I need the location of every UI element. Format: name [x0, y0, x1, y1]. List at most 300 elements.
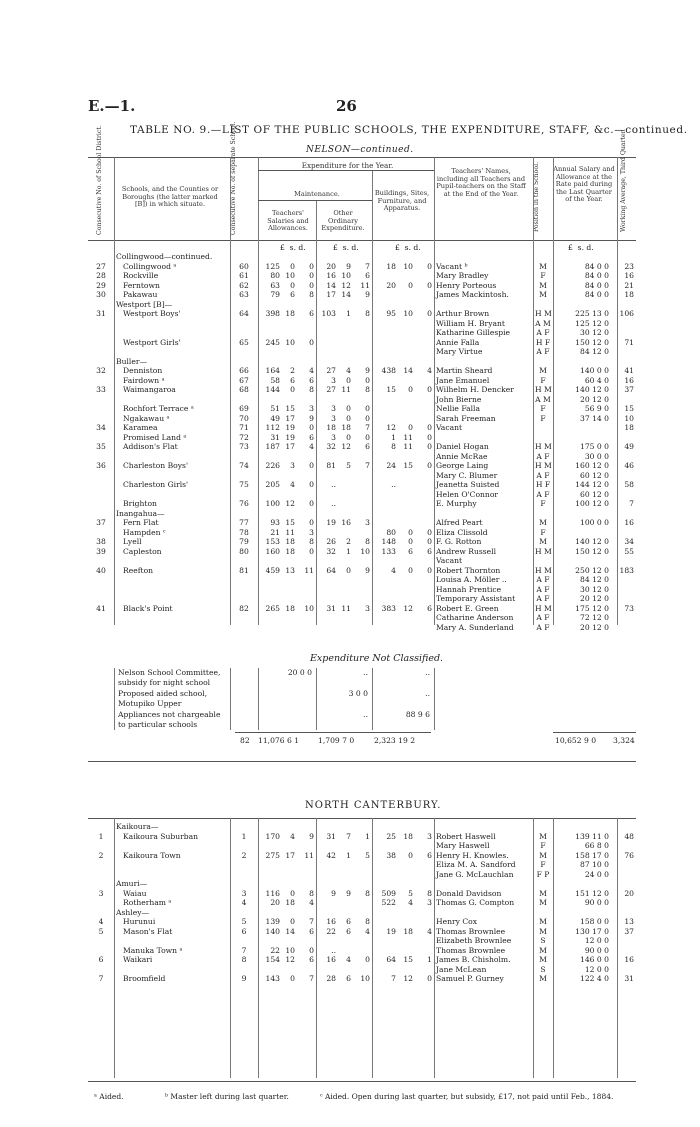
- table-cell: [415, 300, 434, 310]
- table-cell: [617, 585, 636, 595]
- table-cell: [258, 319, 282, 329]
- table-cell: [230, 490, 258, 500]
- table-cell: 11: [360, 280, 370, 290]
- table-cell: 10: [304, 603, 314, 613]
- table-cell: [415, 575, 434, 585]
- table-cell: 139: [265, 917, 280, 926]
- table-cell: [282, 860, 297, 870]
- table-cell: 0: [309, 499, 314, 508]
- table-cell: [258, 623, 282, 633]
- table-cell: [617, 319, 636, 329]
- table-cell: [88, 860, 114, 870]
- table-cell: 4: [309, 442, 314, 451]
- table-cell: [258, 490, 282, 500]
- table-cell: 1: [365, 831, 370, 841]
- table-cell: 30 12 0: [580, 584, 609, 594]
- total-attendance: 3,324: [613, 736, 635, 745]
- table-cell: [88, 252, 114, 262]
- table-cell: [316, 594, 338, 604]
- table-cell: [338, 898, 353, 908]
- table-row: [88, 262, 636, 272]
- currency-header-buildings: £ s. d.: [395, 243, 421, 252]
- table-cell: [353, 870, 372, 880]
- table-cell: Capleston: [123, 546, 162, 556]
- header-school-no: Consecutive No. of separate School.: [230, 121, 237, 235]
- table-cell: 84 0 0: [584, 290, 609, 299]
- table-cell: 6: [365, 271, 370, 280]
- table-cell: [372, 623, 398, 633]
- table-cell: 31: [96, 309, 106, 318]
- table-cell: 0: [309, 280, 314, 290]
- table-cell: [258, 860, 282, 870]
- table-cell: 6: [309, 309, 314, 318]
- table-cell: [230, 347, 258, 357]
- table-cell: [282, 319, 297, 329]
- table-cell: [533, 300, 553, 310]
- table-cell: Manuka Town ᵃ: [123, 945, 183, 955]
- table-cell: [258, 585, 282, 595]
- table-cell: [338, 594, 353, 604]
- table-cell: 125 12 0: [575, 318, 609, 328]
- table-cell: [353, 594, 372, 604]
- table-cell: [297, 490, 316, 500]
- table-cell: 6: [346, 926, 351, 936]
- table-cell: 13: [285, 565, 295, 575]
- table-cell: Waikari: [123, 955, 153, 964]
- table-cell: 0: [408, 385, 413, 394]
- table-cell: 11: [341, 385, 351, 394]
- table-cell: 133: [381, 546, 396, 556]
- table-cell: [258, 357, 282, 367]
- table-cell: 20: [270, 898, 280, 907]
- table-cell: Thomas G. Compton: [436, 898, 515, 907]
- table-cell: [553, 528, 611, 538]
- table-row: [88, 309, 636, 319]
- table-cell: [415, 936, 434, 946]
- table-cell: [114, 594, 230, 604]
- table-row: [88, 547, 636, 557]
- table-cell: 0: [346, 375, 351, 385]
- table-cell: [372, 822, 398, 832]
- table-cell: 42: [326, 850, 336, 860]
- table-row: [88, 604, 636, 614]
- table-cell: [297, 252, 316, 262]
- table-cell: 6: [309, 375, 314, 385]
- table-cell: [88, 499, 114, 509]
- table-cell: Mary A. Sunderland: [436, 622, 514, 632]
- table-cell: 46: [624, 461, 634, 470]
- table-cell: Elizabeth Brownlee: [436, 936, 512, 945]
- table-cell: [88, 585, 114, 595]
- table-cell: A F: [536, 584, 550, 594]
- table-cell: 22: [326, 926, 336, 936]
- table-cell: [88, 509, 114, 519]
- table-cell: [316, 860, 338, 870]
- table-cell: [617, 433, 636, 443]
- table-cell: [88, 480, 114, 490]
- table-cell: 0: [408, 527, 413, 537]
- unclassified-teachers: 20 0 0: [287, 668, 312, 677]
- table-cell: ..: [391, 480, 396, 489]
- table-cell: [316, 613, 338, 623]
- table-cell: [88, 347, 114, 357]
- table-cell: [114, 870, 230, 880]
- table-cell: Jane Emanuel: [436, 375, 490, 385]
- table-cell: [88, 575, 114, 585]
- table-cell: Robert Haswell: [436, 831, 496, 841]
- table-cell: 398: [265, 309, 280, 318]
- table-cell: 0: [346, 404, 351, 413]
- table-cell: [617, 395, 636, 405]
- table-cell: 7: [629, 499, 634, 508]
- table-cell: Mary Haswell: [436, 841, 490, 850]
- table-cell: 31: [326, 831, 336, 841]
- header-maintenance: Maintenance.: [294, 190, 340, 198]
- table-cell: [415, 471, 434, 481]
- table-cell: 122 4 0: [580, 974, 609, 983]
- table-cell: [617, 860, 636, 870]
- table-cell: 140: [265, 926, 280, 936]
- table-cell: 7: [365, 261, 370, 271]
- table-cell: M: [539, 974, 547, 983]
- table-cell: [372, 841, 398, 851]
- table-cell: [533, 879, 553, 889]
- table-cell: 140 12 0: [575, 537, 609, 546]
- table-cell: Catharine Anderson: [436, 613, 514, 622]
- table-cell: [258, 613, 282, 623]
- table-cell: 55: [624, 546, 634, 556]
- table-cell: Alfred Peart: [436, 518, 483, 527]
- table-cell: 12 0 0: [584, 964, 609, 974]
- table-cell: 30 12 0: [580, 328, 609, 337]
- table-cell: [372, 271, 398, 281]
- table-cell: 80: [386, 527, 396, 537]
- table-cell: 1: [391, 432, 396, 442]
- table-cell: 459: [265, 565, 280, 575]
- table-cell: A F: [536, 347, 550, 356]
- table-row: [88, 623, 636, 633]
- table-cell: [372, 357, 398, 367]
- table-cell: 29: [96, 280, 106, 290]
- table-row: [88, 908, 636, 918]
- table-cell: [353, 252, 372, 262]
- header-position: Position in the School.: [533, 161, 540, 232]
- table-cell: [372, 594, 398, 604]
- table-cell: Jeanetta Suisted: [436, 480, 500, 489]
- table-cell: F: [540, 404, 546, 413]
- table-cell: 61: [239, 271, 249, 280]
- table-cell: 8: [391, 442, 396, 451]
- table-cell: [297, 319, 316, 329]
- table-cell: 0: [427, 527, 432, 537]
- table-cell: [297, 471, 316, 481]
- table-cell: 9: [346, 888, 351, 898]
- table-cell: F: [540, 499, 546, 508]
- footnote-c: ᶜ Aided. Open during last quarter, but subsidy, £17, not paid until Feb., 1884.: [320, 1092, 614, 1101]
- table-cell: [338, 908, 353, 918]
- table-cell: [398, 822, 415, 832]
- table-cell: [415, 613, 434, 623]
- table-row: [88, 499, 636, 509]
- table-cell: [553, 509, 611, 519]
- table-cell: [230, 870, 258, 880]
- table-cell: A M: [535, 318, 551, 328]
- table-cell: [297, 613, 316, 623]
- table-cell: 8: [427, 888, 432, 898]
- table-cell: [230, 357, 258, 367]
- table-cell: 9: [346, 261, 351, 271]
- table-cell: 15: [285, 518, 295, 527]
- table-row: [88, 585, 636, 595]
- table-cell: M: [539, 537, 547, 546]
- table-cell: [338, 452, 353, 462]
- table-row: [88, 414, 636, 424]
- table-cell: [297, 908, 316, 918]
- table-cell: [88, 870, 114, 880]
- footnote-b: ᵇ Master left during last quarter.: [165, 1092, 289, 1101]
- table-cell: 158 17 0: [575, 850, 609, 860]
- table-cell: [372, 499, 398, 509]
- table-cell: 0: [365, 375, 370, 385]
- table-row: [88, 271, 636, 281]
- table-cell: [316, 623, 338, 633]
- table-cell: 12: [285, 499, 295, 508]
- table-row: [88, 889, 636, 899]
- table-cell: [372, 376, 398, 386]
- table-cell: [297, 822, 316, 832]
- table-cell: [282, 357, 297, 367]
- table-cell: George Laing: [436, 461, 489, 470]
- table-cell: [88, 471, 114, 481]
- table-cell: 160: [265, 546, 280, 556]
- total-buildings: 2,323 19 2: [374, 736, 416, 745]
- table-cell: 3: [309, 527, 314, 537]
- table-cell: [398, 860, 415, 870]
- table-cell: 18: [285, 546, 295, 556]
- table-cell: [282, 613, 297, 623]
- table-cell: F: [540, 413, 546, 423]
- table-cell: [372, 908, 398, 918]
- table-cell: Buller—: [116, 356, 148, 366]
- table-cell: 15: [285, 404, 295, 413]
- page-id: E.—1.: [88, 97, 136, 115]
- table-cell: 265: [265, 603, 280, 613]
- table-cell: 8: [309, 385, 314, 394]
- table-cell: [316, 319, 338, 329]
- table-cell: [372, 300, 398, 310]
- table-cell: [533, 822, 553, 832]
- table-cell: Kaikoura Town: [123, 850, 181, 860]
- table-cell: [230, 613, 258, 623]
- table-cell: Black's Point: [123, 603, 173, 613]
- table-cell: 4: [408, 898, 413, 907]
- table-cell: 73: [239, 442, 249, 451]
- table-cell: H M: [535, 546, 552, 556]
- table-cell: 60 4 0: [584, 375, 609, 385]
- table-cell: [372, 613, 398, 623]
- table-cell: [88, 338, 114, 348]
- table-cell: 4: [365, 926, 370, 936]
- table-cell: 21: [270, 527, 280, 537]
- table-cell: 17: [285, 442, 295, 451]
- table-cell: 0: [290, 888, 295, 898]
- table-row: [88, 974, 636, 984]
- table-cell: [114, 556, 230, 566]
- table-cell: 9: [365, 565, 370, 575]
- table-cell: [88, 613, 114, 623]
- table-cell: 19: [326, 518, 336, 527]
- table-cell: 95: [386, 309, 396, 318]
- table-cell: 1: [98, 831, 104, 841]
- table-cell: 14: [341, 290, 351, 299]
- table-cell: 17: [285, 413, 295, 423]
- table-cell: 4: [290, 831, 295, 841]
- table-cell: 7: [98, 974, 104, 983]
- table-cell: 28: [326, 974, 336, 983]
- table-row: [88, 452, 636, 462]
- table-cell: [282, 395, 297, 405]
- table-cell: 0: [309, 480, 314, 489]
- table-cell: [258, 328, 282, 338]
- table-row: [88, 433, 636, 443]
- table-cell: Rockville: [123, 271, 159, 280]
- table-cell: 100: [265, 499, 280, 508]
- table-cell: [297, 452, 316, 462]
- table-cell: 0: [408, 423, 413, 432]
- table-cell: 9: [331, 888, 336, 898]
- table-cell: A F: [536, 470, 550, 480]
- table-cell: [617, 613, 636, 623]
- table-cell: [617, 347, 636, 357]
- table-cell: [297, 347, 316, 357]
- table-cell: 140 12 0: [575, 385, 609, 394]
- table-cell: [415, 452, 434, 462]
- table-cell: 20: [386, 280, 396, 290]
- table-cell: [282, 623, 297, 633]
- table-cell: [316, 870, 338, 880]
- table-cell: [533, 252, 553, 262]
- table-cell: [88, 414, 114, 424]
- table-cell: [415, 338, 434, 348]
- table-cell: 4: [98, 917, 104, 926]
- table-cell: [553, 908, 611, 918]
- table-cell: 183: [619, 565, 634, 575]
- table-cell: [533, 509, 553, 519]
- table-cell: 8: [309, 290, 314, 299]
- table-cell: Denniston: [123, 366, 163, 375]
- table-cell: 16: [624, 518, 634, 527]
- table-cell: [398, 623, 415, 633]
- table-cell: [282, 879, 297, 889]
- table-cell: William H. Bryant: [436, 318, 505, 328]
- table-cell: 63: [239, 290, 249, 299]
- table-cell: 87 10 0: [580, 860, 609, 869]
- table-cell: [372, 471, 398, 481]
- table-row: [88, 404, 636, 414]
- table-cell: S: [540, 936, 546, 945]
- table-cell: 14: [326, 280, 336, 290]
- table-cell: 0: [427, 280, 432, 290]
- table-cell: 144 12 0: [575, 480, 609, 489]
- table-cell: [398, 575, 415, 585]
- unclassified-buildings: 88 9 6: [405, 710, 430, 719]
- table-cell: H M: [535, 603, 552, 613]
- table-cell: M: [539, 955, 547, 964]
- table-cell: [297, 585, 316, 595]
- table-cell: [617, 575, 636, 585]
- header-other-expenditure: Other Ordinary Expenditure.: [321, 209, 365, 232]
- table-cell: M: [539, 518, 547, 527]
- table-cell: F P: [536, 869, 550, 879]
- table-cell: H M: [535, 565, 552, 575]
- table-cell: [316, 338, 338, 348]
- table-cell: 71: [624, 337, 634, 347]
- table-cell: 150 12 0: [575, 337, 609, 347]
- table-cell: 68: [239, 385, 249, 394]
- table-cell: [258, 936, 282, 946]
- table-row: [88, 851, 636, 861]
- table-cell: 16: [326, 955, 336, 964]
- currency-header-other: £ s. d.: [333, 243, 359, 252]
- table-row: [88, 442, 636, 452]
- table-cell: 7: [391, 974, 396, 983]
- table-cell: M: [539, 280, 547, 290]
- table-cell: [415, 509, 434, 519]
- table-cell: 90 0 0: [584, 945, 609, 955]
- table-cell: 275: [265, 850, 280, 860]
- table-cell: 18: [624, 290, 634, 299]
- table-cell: Nellie Falla: [436, 404, 480, 413]
- table-cell: 19: [285, 423, 295, 432]
- table-cell: Annie McRae: [436, 451, 488, 461]
- table-cell: [88, 822, 114, 832]
- table-cell: 6: [241, 926, 247, 936]
- header-district-no: Consecutive No. of School District.: [96, 125, 103, 235]
- table-cell: [415, 376, 434, 386]
- table-cell: 0: [427, 442, 432, 451]
- table-cell: [415, 917, 434, 927]
- table-cell: [353, 908, 372, 918]
- table-cell: [297, 594, 316, 604]
- total-teachers: 11,076 6 1: [258, 736, 300, 745]
- table-cell: [415, 357, 434, 367]
- table-cell: H M: [535, 385, 552, 394]
- table-cell: 0: [309, 261, 314, 271]
- table-cell: [338, 841, 353, 851]
- table-cell: [434, 357, 533, 367]
- table-cell: [353, 528, 372, 538]
- table-cell: A F: [536, 328, 550, 337]
- table-cell: [316, 528, 338, 538]
- unclassified-other: ..: [363, 668, 368, 677]
- table-cell: 31: [326, 603, 336, 613]
- table-cell: [282, 490, 297, 500]
- table-cell: [338, 879, 353, 889]
- table-cell: 0: [408, 537, 413, 546]
- table-cell: [617, 357, 636, 367]
- table-cell: John Bierne: [436, 394, 482, 404]
- currency-header-salary: £ s. d.: [568, 243, 594, 252]
- table-row: [88, 898, 636, 908]
- table-cell: [353, 471, 372, 481]
- table-cell: [282, 585, 297, 595]
- table-cell: [353, 936, 372, 946]
- table-cell: [434, 252, 533, 262]
- table-cell: 16: [624, 375, 634, 385]
- table-cell: 153: [265, 537, 280, 546]
- table-cell: 10: [624, 413, 634, 423]
- table-cell: [415, 347, 434, 357]
